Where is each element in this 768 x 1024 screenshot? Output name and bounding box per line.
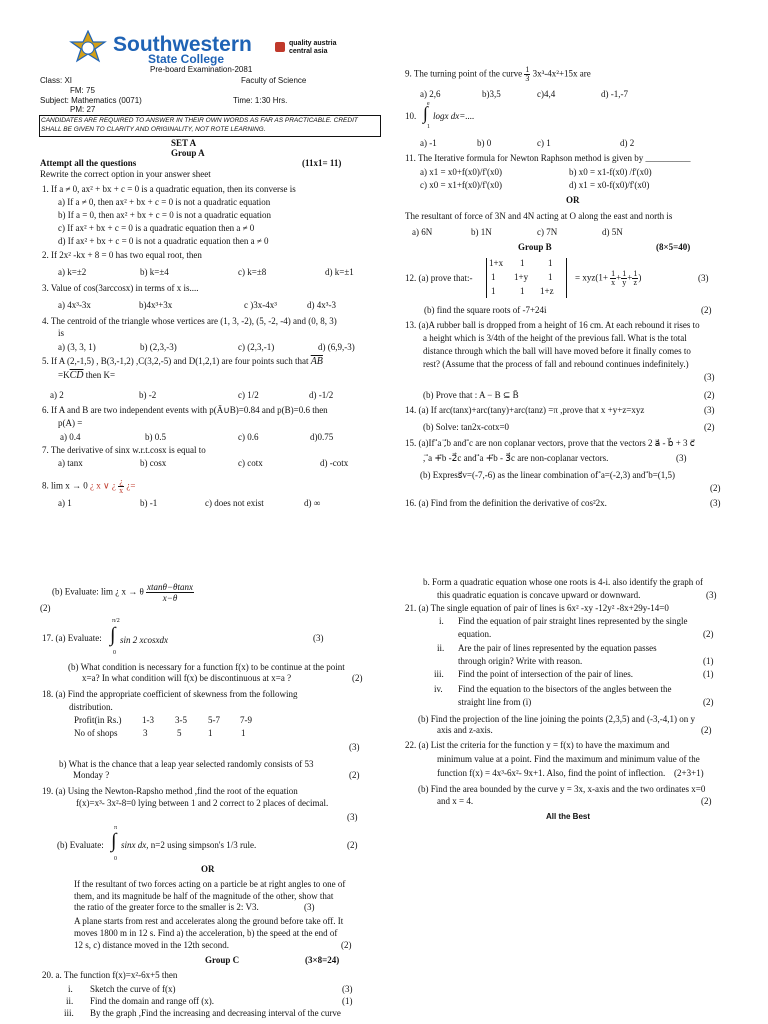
q8-option-a: a) 1 [58,498,72,508]
q21-iii-marks: (1) [703,669,714,679]
q21-i-text2: equation. [458,629,492,639]
q10-integral-sign: ∫ [423,103,428,123]
q21-iv-num: iv. [434,684,443,694]
q5-option-b: b) -2 [139,390,157,400]
q21b-line2: axis and z-axis. [437,725,493,735]
q2-option-a: a) k=±2 [58,267,87,277]
q12-determinant [486,258,567,298]
q16b-fraction-den: x−θ [162,593,178,603]
q5-vector-cd: $\overline{CD}$ [69,370,84,381]
quality-badge-line1: quality austria [289,40,337,47]
q12-det-cell: 1 [520,258,525,268]
q18-table-cell: 5-7 [208,715,220,725]
q16b-marks: (2) [40,603,51,613]
q12-frac-y [621,270,627,287]
q6-option-b: b) 0.5 [145,432,166,442]
group-b-title: Group B [518,242,552,252]
q15a-line2: , ⃗a +⃗b -2⃗c and ⃗a +⃗b - 3⃗c are non-coplanar vectors. [423,453,609,463]
q22b-marks: (2) [701,796,712,806]
q7-option-c: c) cotx [238,458,263,468]
set-label: SET A [171,138,197,148]
q9-fraction-num: 1 [525,65,530,74]
q12-det-cell: 1+z [540,286,554,296]
quality-badge-line2: central asia [289,48,328,55]
q5-option-d: d) -1/2 [309,390,334,400]
q2-option-b: b) k=±4 [140,267,169,277]
q20-i-text: Sketch the curve of f(x) [90,984,176,994]
q12b: (b) find the square roots of -7+24i [424,305,547,315]
q7-option-b: b) cosx [140,458,167,468]
q16b-fraction-num: xtanθ−θtanx [147,582,193,592]
q12-det-cell: 1+y [514,272,529,282]
q18-table-cell: 3-5 [175,715,187,725]
q8-option-d: d) ∞ [304,498,321,508]
college-subtitle: State College [148,52,225,66]
q20-i-num: i. [68,984,73,994]
q8-fraction-den: x [119,486,124,495]
instruction-line-2: SHALL BE GIVEN TO CLARITY AND ORIGINALITY, NOT ROTE LEARNING. [41,126,266,133]
q14b-marks: (2) [704,422,715,432]
q22b-line1: (b) Find the area bounded by the curve y = 3x, x-axis and the two ordinates x=0 [418,784,706,794]
q5-line2 [58,370,115,381]
q8-red-text: ¿ x ∨ ¿ [90,480,116,491]
q3-option-c: c )3x-4x³ [244,300,277,310]
group-a-title: Group A [171,148,205,158]
q19-or-line3: the ratio of the greater force to the smaller is 2: V3. [74,902,259,912]
full-marks: FM: 75 [70,86,95,95]
q21-i-num: i. [439,616,444,626]
q3-option-b: b)4x³+3x [139,300,173,310]
college-logo [68,30,108,64]
q7-option-a: a) tanx [58,458,83,468]
q19b-marks: (2) [347,840,358,850]
q19-integral-sign: ∫ [111,830,117,852]
q18a-line2: distribution. [69,702,113,712]
q12-frac-x [610,270,616,287]
q12-frac-num: 1 [611,269,616,278]
q2-option-d: d) k=±1 [325,267,354,277]
exam-title: Pre-board Examination-2081 [150,65,253,74]
q22-line1: 22. (a) List the criteria for the function y = f(x) to have the maximum and [405,740,670,750]
q12-frac-den: x [611,278,616,287]
q20-ii-num: ii. [66,996,74,1006]
q18b-line1: b) What is the chance that a leap year selected randomly consists of 53 [59,759,314,769]
q22b-line2: and x = 4. [437,796,474,806]
time-label: Time: 1:30 Hrs. [233,96,288,105]
q19-or: OR [201,864,215,874]
q8-option-c: c) does not exist [205,498,264,508]
q18b-marks: (2) [349,770,360,780]
q9-option-c: c)4,4 [537,89,556,99]
q12-det-cell: 1 [491,286,496,296]
faculty-label: Faculty of Science [241,76,307,85]
instructions-box [39,115,381,137]
quality-badge [275,40,355,64]
q6-option-d: d)0.75 [310,432,334,442]
q12-rhs: = xyz(1+ $\frac{1}{x}$ + $\frac{1}{y}$ + $\frac{1}{z}$ ) [575,269,642,287]
q9-fraction-den: 3 [525,74,530,83]
q16b [52,582,194,603]
q13a-line4: rest? (Assume that the process of fall and rebound continues indefinitely.) [423,359,689,369]
q1: 1. If a ≠ 0, ax² + bx + c = 0 is a quadratic equation, then its converse is [42,184,296,194]
q13a-marks: (3) [704,372,715,382]
q4-option-b: b) (2,3,-3) [140,342,177,352]
q11-option-c: c) x0 = x1+f(x0)/f'(x0) [420,180,502,190]
q5-vector-ab: $\overline{AB}$ [310,356,323,367]
q12-frac-den: z [633,278,638,287]
q1-option-d: d) If ax² + bx + c = 0 is not a quadratic equation then a ≠ 0 [58,236,269,246]
q15a-line1: 15. (a)If ⃗a ,⃗b and ⃗c are non coplanar vectors, prove that the vectors 2 a⃗ - b⃗ + 3 c⃗ [405,438,695,448]
attempt-instruction: Attempt all the questions [40,158,137,168]
q19-upper-limit: π [114,825,118,831]
q12-frac-z [632,270,638,287]
q12a-marks: (3) [698,273,709,283]
q21b-marks: (2) [701,725,712,735]
q9 [405,66,591,83]
q1-option-a: a) If a ≠ 0, then ax² + bx + c = 0 is not a quadratic equation [58,197,271,207]
q19b-text [121,840,256,851]
q10-option-d: d) 2 [620,138,635,148]
q12-det-cell: 1 [548,272,553,282]
q19a-marks: (3) [347,812,358,822]
q19b-body: sinx dx, [121,840,149,850]
q19-lower-limit: 0 [114,856,117,862]
q3: 3. Value of cos(3arccosx) in terms of x is.... [42,283,199,293]
q18b-line2: Monday ? [73,770,110,780]
q18-table-cell: Profit(in Rs.) [74,715,122,725]
q9-fraction [524,66,530,83]
q19b: (b) Evaluate: [57,840,104,850]
q21-iii-text: Find the point of intersection of the pair of lines. [458,669,633,679]
q12-det-cell: 1 [548,258,553,268]
q12-det-cell: 1 [491,272,496,282]
q18-table-cell: 7-9 [240,715,252,725]
q13a-line1: 13. (a)A rubber ball is dropped from a height of 16 cm. At each rebound it rises to [405,320,700,330]
q20b-marks: (3) [706,590,717,600]
q6-option-a: a) 0.4 [60,432,81,442]
q4-option-a: a) (3, 3, 1) [58,342,96,352]
q17b-line2: x=a? In what condition will f(x) be discontinuous at x=a ? [82,673,292,683]
q18a-marks: (3) [349,742,360,752]
q8 [42,478,135,495]
q19-or-line4: A plane starts from rest and accelerates along the ground before take off. It [74,916,344,926]
q16a: 16. (a) Find from the definition the derivative of cos²2x. [405,498,607,508]
q19-or-line3-marks: (3) [304,902,315,912]
q18a-line1: 18. (a) Find the appropriate coefficient of skewness from the following [42,689,298,699]
q20: 20. a. The function f(x)=x²-6x+5 then [42,970,178,980]
instruction-line-1: CANDIDATES ARE REQUIRED TO ANSWER IN THEIR OWN WORDS AS FAR AS PRACTICABLE. CREDIT [41,117,358,124]
q4-option-c: c) (2,3,-1) [238,342,275,352]
q10-option-c: c) 1 [537,138,551,148]
q8-prefix: 8. lim x → 0 [42,480,88,491]
q17b-marks: (2) [352,673,363,683]
q21-ii-text1: Are the pair of lines represented by the equation passes [458,643,657,653]
q9-option-a: a) 2,6 [420,89,441,99]
q8-suffix: ¿= [126,480,136,491]
q17-lower-limit: 0 [113,650,116,656]
subject-label: Subject: Mathematics (0071) [40,96,142,105]
q7: 7. The derivative of sinx w.r.t.cosx is equal to [42,445,206,455]
q3-option-a: a) 4x³-3x [58,300,91,310]
q16b-prefix: (b) Evaluate: lim ¿ x → θ [52,586,144,597]
q20-iii-num: iii. [64,1008,74,1018]
q11-alt-option-a: a) 6N [412,227,433,237]
q21-ii-text2: through origin? Write with reason. [458,656,583,666]
q17a-marks: (3) [313,633,324,643]
q17b-line1: (b) What condition is necessary for a function f(x) to be continue at the point [68,662,345,672]
q6-option-c: c) 0.6 [238,432,259,442]
q11-option-a: a) x1 = x0+f(x0)/f'(x0) [420,167,502,177]
q16a-marks: (3) [710,498,721,508]
q17-body: sin 2 xcosxdx [120,635,168,645]
q11-alt-option-c: c) 7N [537,227,558,237]
q14a: 14. (a) If arc(tanx)+arc(tany)+arc(tanz) =π ,prove that x +y+z=xyz [405,405,645,415]
quality-badge-icon [275,42,285,52]
q17a: 17. (a) Evaluate: [42,633,102,643]
q21-ii-num: ii. [437,643,445,653]
q9-option-b: b)3,5 [482,89,501,99]
q18-table-cell: 3 [143,728,148,738]
q10-option-a: a) -1 [420,138,437,148]
q10-body: logx dx=.... [433,111,475,121]
q19-or-line6-marks: (2) [341,940,352,950]
college-name: Southwestern [113,33,252,56]
q14a-marks: (3) [704,405,715,415]
q17-integral-sign: ∫ [110,624,116,646]
q11: 11. The Iterative formula for Newton Raphson method is given by __________ [405,153,691,163]
q20b-line2: this quadratic equation is concave upward or downward. [437,590,641,600]
q22-line3: function f(x) = 4x³-6x²- 9x+1. Also, find the point of inflection. [437,768,666,778]
q1-option-b: b) If a = 0, then ax² + bx + c = 0 is not a quadratic equation [58,210,271,220]
q19b-rest: n=2 using simpson's 1/3 rule. [148,840,257,850]
q21-i-marks: (2) [703,629,714,639]
q4: 4. The centroid of the triangle whose vertices are (1, 3, -2), (5, -2, -4) and (0, 8, 3) [42,316,337,326]
q19-or-line5: moves 1800 m in 12 s. Find a) the acceleration, b) the speed at the end of [74,928,338,938]
q21b-line1: (b) Find the projection of the line joining the points (2,3,5) and (-3,-4,1) on y [418,714,695,724]
q1-option-c: c) If ax² + bx + c = 0 is a quadratic equation then a ≠ 0 [58,223,255,233]
q18-table-cell: No of shops [74,728,118,738]
q18-table-cell: 1 [241,728,246,738]
q7-option-d: d) -cotx [320,458,349,468]
q11-or: OR [566,195,580,205]
q10-upper-limit: e [427,101,430,107]
q11-alt: The resultant of force of 3N and 4N acting at O along the east and north is [405,211,673,221]
q21: 21. (a) The single equation of pair of lines is 6x² -xy -12y² -8x+29y-14=0 [405,603,669,613]
q12-frac-num: 1 [633,269,638,278]
q19-or-line6: 12 s, c) distance moved in the 12th second. [74,940,229,950]
q19-or-line2: them, and its magnitude be half of the magnitude of the other, show that [74,891,334,901]
q9-text: 9. The turning point of the curve [405,68,523,79]
q10-lower-limit: 1 [427,124,430,130]
q12-frac-num: 1 [622,269,627,278]
q21-ii-marks: (1) [703,656,714,666]
q9-end: 3x³-4x²+15x are [532,68,591,79]
q15a-marks: (3) [676,453,687,463]
class-label: Class: XI [40,76,73,85]
footer-all-the-best: All the Best [546,812,591,821]
q8-option-b: b) -1 [140,498,158,508]
q21-iv-text2: straight line from (i) [458,697,532,707]
q6-continuation: p(A) = [58,418,83,428]
q5-option-a: a) 2 [50,390,64,400]
q11-alt-option-d: d) 5N [602,227,623,237]
q13b: (b) Prove that : A − B ⊆ B̄ [423,390,519,400]
q19a-line1: 19. (a) Using the Newton-Rapsho method ,find the root of the equation [42,786,298,796]
q18-table-cell: 1-3 [142,715,154,725]
q5 [42,356,323,367]
q4-continuation: is [58,328,65,338]
q2-option-c: c) k=±8 [238,267,267,277]
q19a-line2: f(x)=x³- 3x²-8=0 lying between 1 and 2 correct to 2 places of decimal. [76,798,329,808]
q21-iv-text1: Find the equation to the bisectors of the angles between the [458,684,672,694]
q2: 2. If 2x² -kx + 8 = 0 has two equal root, then [42,250,202,260]
q10-number: 10. [405,111,417,121]
q14b: (b) Solve: tan2x-cotx=0 [423,422,510,432]
q20-iii-text: By the graph ,Find the increasing and decreasing interval of the curve [90,1008,341,1018]
q3-option-d: d) 4x³-3 [307,300,336,310]
q15b: (b) Express⃗v=(-7,-6) as the linear combination of ⃗a=(-2,3) and ⃗b=(1,5) [420,470,676,480]
q12b-marks: (2) [701,305,712,315]
q12-det-cell: 1 [520,286,525,296]
q9-option-d: d) -1,-7 [601,89,628,99]
rewrite-instruction: Rewrite the correct option in your answer sheet [40,169,211,179]
q18-table-cell: 1 [208,728,213,738]
q20-ii-marks: (1) [342,996,353,1006]
q21-iii-num: iii. [434,669,444,679]
q5-text: 5. If A (2,-1,5) , B(3,-1,2) ,C(3,2,-5) and D(1,2,1) are four points such that [42,356,309,366]
q11-option-d: d) x1 = x0-f(x0)/f'(x0) [569,180,650,190]
q6: 6. If A and B are two independent events with p(Ā∪B)=0.84 and p(B)=0.6 then [42,405,328,415]
group-a-marks: (11x1= 11) [302,158,342,168]
q18-table-cell: 5 [177,728,182,738]
group-c-marks: (3×8=24) [305,955,340,965]
group-c-title: Group C [205,955,240,965]
q5-end: then K= [83,370,116,380]
q12-frac-den: y [622,278,627,287]
q21-i-text1: Find the equation of pair straight lines represented by the single [458,616,688,626]
pass-marks: PM: 27 [70,105,96,114]
q10-option-b: b) 0 [477,138,492,148]
q11-alt-option-b: b) 1N [471,227,492,237]
q21-iv-marks: (2) [703,697,714,707]
group-b-marks: (8×5=40) [656,242,691,252]
q12a: 12. (a) prove that:- [405,273,473,283]
q4-option-d: d) (6,9,-3) [318,342,355,352]
q13a-line2: a height which is 3/4th of the height of the previous fall. What is the total [423,333,687,343]
q20b-line1: b. Form a quadratic equation whose one roots is 4-i. also identify the graph of [423,577,703,587]
q12-rhs-text: = xyz(1+ [575,272,608,283]
q12-det-cell: 1+x [489,258,504,268]
q8-fraction [118,478,124,495]
q19-or-line1: If the resultant of two forces acting on a particle be at right angles to one of [74,879,346,889]
q13b-marks: (2) [704,390,715,400]
q13a-line3: distance through which the ball will have moved before it finally comes to [423,346,691,356]
q17-upper-limit: π/2 [112,618,120,624]
q11-option-b: b) x0 = x1-f(x0) /f'(x0) [569,167,652,177]
q16b-fraction [146,582,194,603]
q5-k: =K [58,370,70,380]
q22-marks: (2+3+1) [674,768,704,778]
q20-ii-text: Find the domain and range off (x). [90,996,215,1006]
q20-i-marks: (3) [342,984,353,994]
q8-fraction-num: ¿ [119,477,123,486]
q15b-marks: (2) [710,483,721,493]
q5-option-c: c) 1/2 [238,390,259,400]
q22-line2: minimum value at a point. Find the maximum and minimum value of the [437,754,700,764]
